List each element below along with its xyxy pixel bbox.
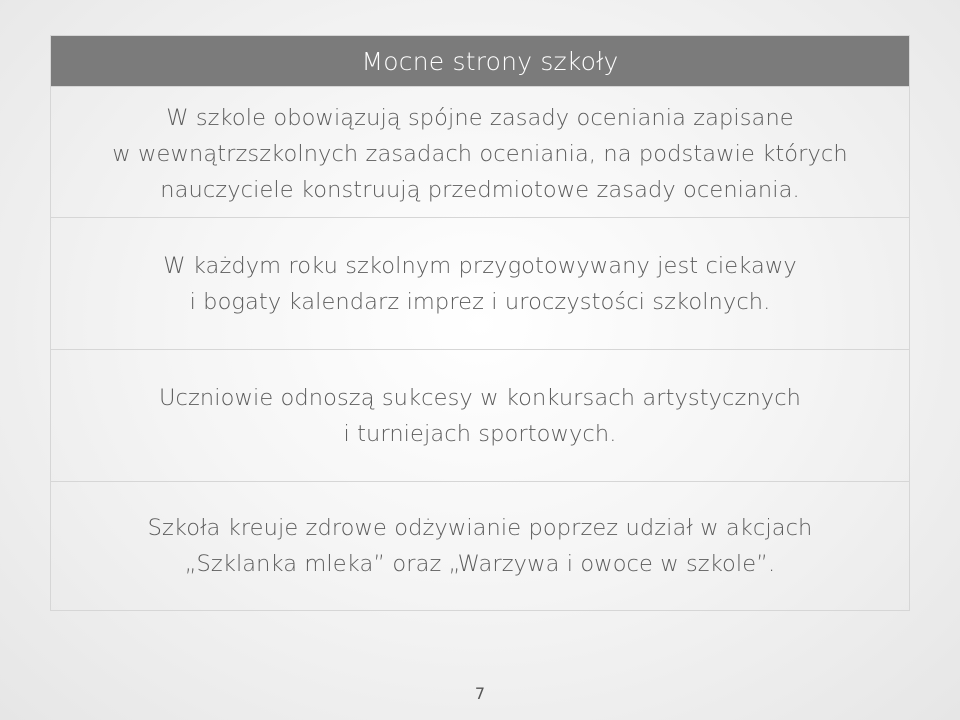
row-text-line: W szkole obowiązują spójne zasady oceniania zapisane [166, 105, 794, 131]
row-text-line: „Szklanka mleka” oraz „Warzywa i owoce w szkole”. [184, 551, 776, 577]
row-text-line: i bogaty kalendarz imprez i uroczystości szkolnych. [189, 288, 771, 315]
table-row-events-calendar [51, 217, 909, 349]
row-text-line: Szkoła kreuje zdrowe odżywianie poprzez udział w akcjach [147, 515, 813, 541]
slide-title: Mocne strony szkoły [361, 46, 619, 76]
row-text-line: nauczyciele konstruują przedmiotowe zasady oceniania. [160, 177, 800, 203]
table-row-competitions [51, 349, 909, 481]
row-text-line: i turniejach sportowych. [343, 420, 617, 447]
page-number: 7 [474, 684, 486, 703]
table-row-grading-rules [51, 86, 909, 217]
content-table [50, 35, 910, 611]
table-row-healthy-eating [51, 481, 909, 610]
row-text-line: w wewnątrzszkolnych zasadach oceniania, na podstawie których [112, 141, 848, 167]
row-text-line: W każdym roku szkolnym przygotowywany jest ciekawy [163, 252, 797, 279]
table-header [51, 36, 909, 86]
row-text-line: Uczniowie odnoszą sukcesy w konkursach artystycznych [158, 384, 802, 411]
